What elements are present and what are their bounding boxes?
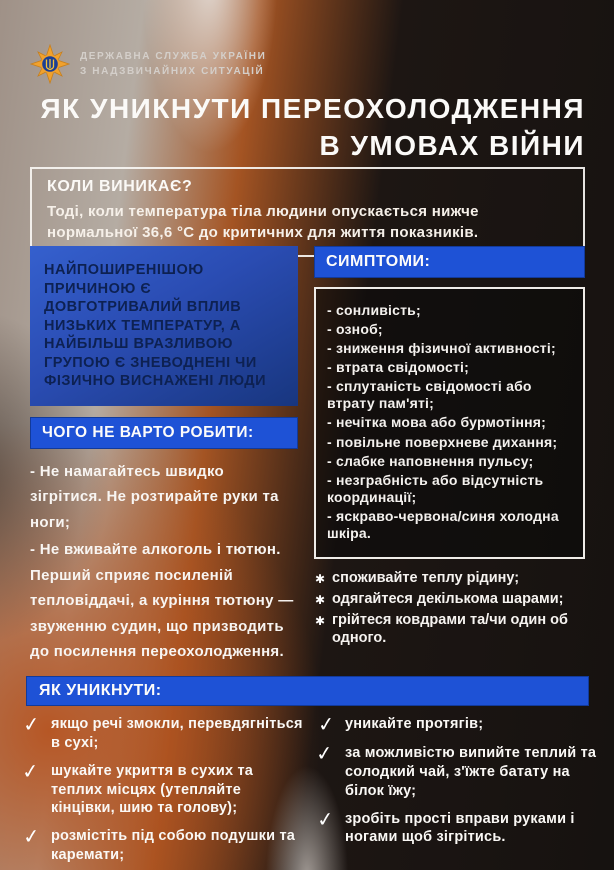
agency-line1: ДЕРЖАВНА СЛУЖБА УКРАЇНИ	[80, 51, 267, 62]
symptom-item: - втрата свідомості;	[327, 359, 469, 376]
header	[30, 44, 266, 84]
checklist-item	[318, 715, 598, 735]
left-column	[30, 246, 298, 667]
checklist-text: шукайте укриття в сухих та теплих місцях (утепляйте кінцівки, шию та голову);	[51, 762, 254, 817]
checkmark-icon: ✓	[20, 760, 41, 784]
avoid-checklist	[20, 713, 598, 870]
checkmark-icon: ✓	[315, 807, 336, 832]
checkmark-icon: ✓	[21, 713, 42, 737]
symptom-item: - яскраво-червона/синя холодна шкіра.	[327, 507, 559, 541]
asterisk-bullet-icon: ✱	[314, 614, 326, 629]
symptom-item: - повільне поверхневе дихання;	[327, 433, 558, 450]
symptom-item: - слабке наповнення пульсу;	[327, 452, 534, 469]
asterisk-bullet-icon: ✱	[314, 593, 326, 608]
symptom-item: - сонливість;	[327, 302, 421, 318]
checkmark-icon: ✓	[316, 713, 337, 737]
warm-tip-item	[314, 591, 585, 609]
warm-tip-text: одягайтеся декількома шарами;	[332, 591, 564, 608]
dont-do-heading: ЧОГО НЕ ВАРТО РОБИТИ:	[30, 417, 298, 449]
checklist-text: розмістіть під собою подушки та каремати;	[51, 828, 296, 864]
middle-columns	[30, 246, 585, 667]
symptom-item: - незграбність або відсутність координації;	[327, 471, 544, 505]
dont-do-item: - Не вживайте алкоголь і тютюн. Перший сприяє посиленій тепловіддачі, а куріння тютюну — звуженню судин, що призводить до посилення переохолодження.	[30, 541, 294, 661]
warm-tip-text: грійтеся ковдрами та/чи один об одного.	[332, 612, 568, 646]
when-occurs-body: Тоді, коли температура тіла людини опускається нижче нормальної 36,6 °С до критичних для життя показників.	[47, 203, 479, 241]
checklist-item	[20, 760, 304, 819]
dont-do-item: - Не намагайтесь швидко зігрітися. Не розтирайте руки та ноги;	[30, 462, 279, 531]
checklist-text: зробіть прості вправи руками і ногами щоб зігрітись.	[345, 810, 575, 846]
checklist-text: за можливістю випийте теплий та солодкий чай, з'їжте батату на білок їжу;	[345, 745, 597, 799]
dsns-emblem-icon	[30, 44, 70, 84]
when-occurs-box	[30, 167, 585, 257]
symptom-item: - зниження фізичної активності;	[327, 340, 556, 357]
warm-tip-text: споживайте теплу рідину;	[332, 570, 520, 587]
checklist-item	[21, 825, 304, 865]
checklist-item	[21, 713, 304, 753]
title-line1: ЯК УНИКНУТИ ПЕРЕОХОЛОДЖЕННЯ	[40, 93, 585, 124]
agency-line2: З НАДЗВИЧАЙНИХ СИТУАЦІЙ	[80, 66, 265, 77]
warm-tips-list	[314, 570, 585, 647]
symptoms-heading: СИМПТОМИ:	[314, 246, 585, 278]
checklist-item	[315, 807, 598, 848]
title-line2: В УМОВАХ ВІЙНИ	[319, 130, 585, 162]
checklist-text: якщо речі змокли, перевдягніться в сухі;	[51, 716, 303, 751]
symptom-item: - сплутаність свідомості або втрату пам'яті;	[327, 378, 532, 412]
when-occurs-heading: КОЛИ ВИНИКАЄ?	[47, 178, 193, 195]
asterisk-bullet-icon: ✱	[314, 572, 326, 587]
symptom-item: - нечітка мова або бурмотіння;	[327, 414, 546, 431]
avoid-checklist-right	[314, 713, 598, 870]
warm-tip-item	[314, 612, 585, 647]
warm-tip-item	[314, 570, 585, 588]
checkmark-icon: ✓	[314, 742, 335, 766]
avoid-checklist-left	[20, 713, 304, 870]
page-title	[41, 90, 585, 164]
agency-name	[80, 49, 266, 79]
cause-box: НАЙПОШИРЕНІШОЮ ПРИЧИНОЮ Є ДОВГОТРИВАЛИЙ ВПЛИВ НИЗЬКИХ ТЕМПЕРАТУР, А НАЙБІЛЬШ ВРАЗЛИВОЮ ГРУПОЮ Є ЗНЕВОДНЕНІ ЧИ ФІЗИЧНО ВИСНАЖЕНІ ЛЮДИ	[30, 246, 298, 406]
right-column	[314, 246, 585, 650]
dont-do-list	[30, 459, 298, 665]
avoid-heading: ЯК УНИКНУТИ:	[26, 676, 589, 706]
symptom-item: - озноб;	[327, 321, 383, 338]
checklist-text: уникайте протягів;	[345, 716, 484, 732]
checkmark-icon: ✓	[21, 825, 42, 850]
symptoms-box	[314, 287, 585, 559]
checklist-item	[314, 742, 598, 801]
